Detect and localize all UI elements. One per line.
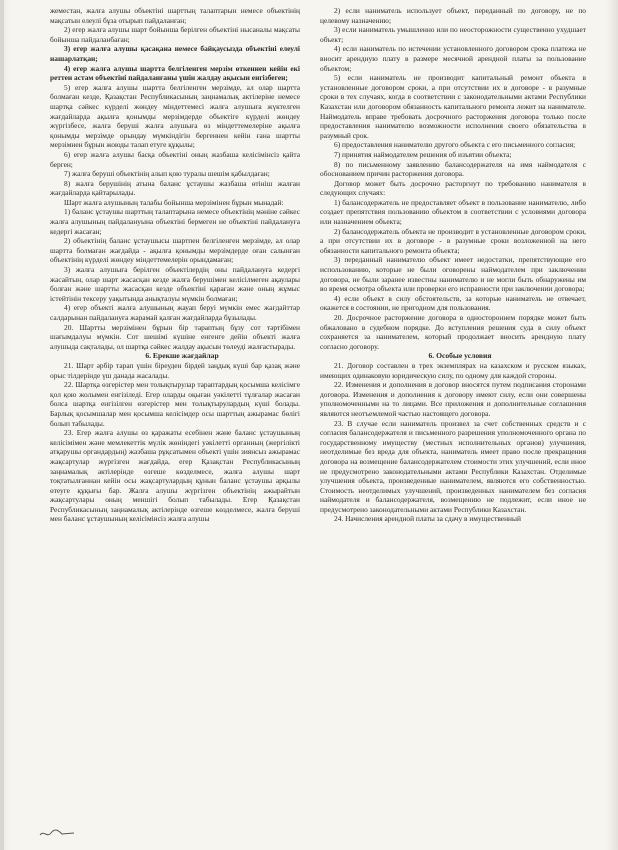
paragraph: 2) если наниматель использует объект, переданный по договору, не по целевому назначению; — [320, 6, 586, 25]
paragraph: 3) жалға алушыға берілген объектілердің оны пайдалануға кедергі жасайтын, олар шарт жасасқан кезде жалға берушімен келісілмеген ақаулары болған және шартты жасасқан кезде объектіні қараған және оның жұмыс істейтінін тексеру уақытында анықталуы мүмкін болмаған; — [50, 265, 300, 303]
paragraph: 21. Шарт әрбір тарап үшін біреуден бірдей заңдық күші бар қазақ және орыс тілдерінде үш данада жасалады. — [50, 360, 300, 380]
kazakh-text-column — [50, 6, 300, 842]
paragraph: 1) баланс ұстаушы шарттың талаптарына немесе объектінің мәніне сәйкес жалға алушының пайдалануына объектіні бермеген не объектіні пайдалануға кедергі жасаған; — [50, 207, 300, 236]
paragraph: 22. Шартқа өзгерістер мен толықтырулар тараптардың қосымша келісімге қол қою жолымен енгізіледі. Егер оларды оқыған уәкілетті тұлғалар жасаған болса шартқа енгізілген өзгерістер мен толықтырулардың күші болады. Барлық қосымшалар мен қосымша келісімдер осы шарттың ажырамас бөлігі болып табылады. — [50, 380, 300, 428]
paragraph: 3) егер жалға алушы қасақана немесе байқаусызда объектіні елеулі нашарлатқан; — [50, 44, 300, 63]
paragraph: 8) по письменному заявлению балансодержателя на имя наймодателя с обоснованием причин расторжения договора. — [320, 159, 586, 179]
paragraph: 3) если наниматель умышленно или по неосторожности существенно ухудшает объект; — [320, 25, 586, 44]
paragraph: 6) егер жалға алушы басқа объектіні оның жазбаша келісімінсіз қайта берген; — [50, 149, 300, 169]
paragraph: 6) предоставления нанимателю другого объекта с его письменного согласия; — [334, 140, 576, 150]
signature-mark — [38, 826, 78, 840]
paragraph: 5) егер жалға алушы шартта белгіленген мерзімде, ал олар шартта болмаған кезде, Қазақстан Республикасының заңнамалық актілеріне немесе шартқа сәйкес күрделі жөндеу міндеттемесі жалға алушыға жүктелген жағдайларда ақылға қонымды мерзімдерде объектіге күрделі жөндеу жүргізбесе, жалға беруші жалға алушыға өз міндеттемелеріне ақылға қонымды мерзімде орындау мүмкіндігін бергеннен кейін ғана шартты мерзімнен бұрын жоюды талап етуге құқылы; — [50, 82, 300, 150]
russian-text-column — [320, 6, 586, 842]
paragraph: 5) если наниматель не производит капитальный ремонт объекта в установленные договором сроки, а при отсутствии их в договоре - в разумные сроки в тех случаях, когда в соответствии с законодательными актами Республики Казахстан или договором обязанность капитального ремонта лежит на нанимателе. Наймодатель вправе требовать досрочного расторжения договора только после предоставления нанимателю возможности исполнения своего обязательства в разумный срок. — [320, 73, 586, 140]
paragraph: 4) егер жалға алушы шартта белгіленген мерзім өткеннен кейін екі реттен астам объектіні пайдаланғаны үшін жалдау ақысын енгізбеген; — [50, 63, 300, 83]
paragraph: 4) если объект в силу обстоятельств, за которые наниматель не отвечает, окажется в состоянии, не пригодном для пользования. — [320, 293, 586, 313]
paragraph: 4) егер объекті жалға алушының жауап беруі мүмкін емес жағдайттар салдарынан пайдалануға жарамай қалған жағдайларда бұзылады. — [50, 303, 300, 322]
paragraph: 7) принятия наймодателем решения об изъятии объекта; — [334, 149, 512, 159]
paragraph: 7) жалға беруші объектінің алып қою туралы шешім қабылдаған; — [64, 169, 270, 179]
paragraph: 4) если наниматель по истечении установленного договором срока платежа не вносит арендную плату в размере месячной арендной платы за пользование объектом; — [320, 44, 586, 73]
paragraph: 1) балансодержатель не предоставляет объект в пользование нанимателю, либо создает препятствия пользованию объектом в соответствии с условиями договора или назначением объекта; — [320, 197, 586, 227]
paragraph: 20. Шартты мерзімінен бұрын бір тараптың бұзу сот тәртібімен шағымдалуы мүмкін. Сот шешімі күшіне енгенге дейін объекті жалға алушыда сақталады, ол шартқа сәйкес жалдау ақысын төлеуді жалғастырады. — [50, 322, 300, 351]
paragraph: 23. В случае если наниматель произвел за счет собственных средств и с согласия балансодержателя и письменного разрешения уполномоченного органа по государственному имуществу (местных исполнительных органов) улучшения, неотделимые без вреда для объекта, наниматель имеет право после прекращения договора на возмещение балансодержателем стоимости этих улучшений, если иное не предусмотрено законодательными актами Республики Казахстан. Отделимые улучшения объекта, произведенные нанимателем, являются его собственностью. Стоимость неотделимых улучшений, произведенных нанимателем без согласия наймодателя и балансодержателя, возмещению не подлежит, если иное не предусмотрено законодательными актами Республики Казахстан. — [320, 418, 586, 514]
paragraph: 2) егер жалға алушы шарт бойынша берілген объектіні нысаналы мақсаты бойынша пайдаланбаған; — [50, 25, 300, 44]
paragraph: 22. Изменения и дополнения в договор вносятся путем подписания сторонами договора. Изменения и дополнения к договору имеют силу, если они совершены уполномоченными на то лицами. Все приложения и дополнительные соглашения являются неотъемлемой частью настоящего договора. — [320, 380, 586, 418]
page-edge-shadow — [0, 0, 4, 850]
section-heading: 6. Особые условия — [428, 351, 492, 361]
paragraph: Шарт жалға алушының талабы бойынша мерзімінен бұрын мынадай: — [64, 197, 284, 207]
paragraph: 3) переданный нанимателю объект имеет недостатки, препятствующие его использованию, которые не были оговорены наймодателем при заключении договора, не были заранее известны нанимателю и не могли быть обнаружены им во время осмотра объекта или проверки его исправности при заключении договора; — [320, 255, 586, 294]
paragraph: 2) балансодержатель объекта не производит в установленные договором сроки, а при отсутствии их в договоре - в разумные сроки возложенной на него обязанности капитального ремонта объекта; — [320, 226, 586, 255]
paragraph: 23. Егер жалға алушы өз қаражаты есебінен және баланс ұстаушының келісімімен және мемлекеттік мүлік жөніндегі уәкілетті органның (жергілікті атқарушы органдардың) жазбаша рұқсатымен объекті үшін зиянсыз ажырамас жақсартулар жүргізген жағдайда, егер Қазақстан Республикасының заңнамалық актілерінде өзгеше көзделмесе, жалға алушы шарт тоқтатылғаннан кейін осы жақсартулардың құнын баланс ұстаушы арқылы өтеуге құқығы бар. Жалға алушы жүргізген объектінің ажырайтын жақсартулары оның меншігі болып табылады. Егер Қазақстан Республикасының заңнамалық актілерінде өзгеше көзделмесе, жалға беруші мен баланс ұстаушының келісімінсіз жалға алушы — [50, 428, 300, 524]
paragraph: 2) объектінің баланс ұстаушысы шартпен белгіленген мерзімде, ал олар шартта болмаған жағдайда - ақылға қонымды мерзімдерде оған салынған объектінің күрделі жөндеу міндеттемелерін орындамаған; — [50, 236, 300, 265]
section-heading: 6. Ерекше жағдайлар — [145, 351, 219, 361]
paragraph: жеместан, жалға алушы объектіні шарттың талаптарын немесе объектінің мақсатын елеулі бұза отырып пайдаланған; — [50, 6, 300, 25]
paragraph: Договор может быть досрочно расторгнут по требованию нанимателя в следующих случаях: — [320, 178, 586, 198]
paragraph: 21. Договор составлен в трех экземплярах на казахском и русском языках, имеющих одинаковую юридическую силу, по одному для каждой стороны. — [320, 360, 586, 380]
paragraph: 8) жалға берушінің атына баланс ұстаушы жазбаша өтініш жалған жағдайларда қайтарылады. — [50, 178, 300, 198]
paragraph: 24. Начисления арендной платы за сдачу в имущественный — [334, 514, 521, 524]
paragraph: 20. Досрочное расторжение договора в одностороннем порядке может быть обжаловано в судебном порядке. До вступления решения суда в силу объект сохраняется за нанимателем, который продолжает вносить арендную плату согласно договору. — [320, 313, 586, 351]
